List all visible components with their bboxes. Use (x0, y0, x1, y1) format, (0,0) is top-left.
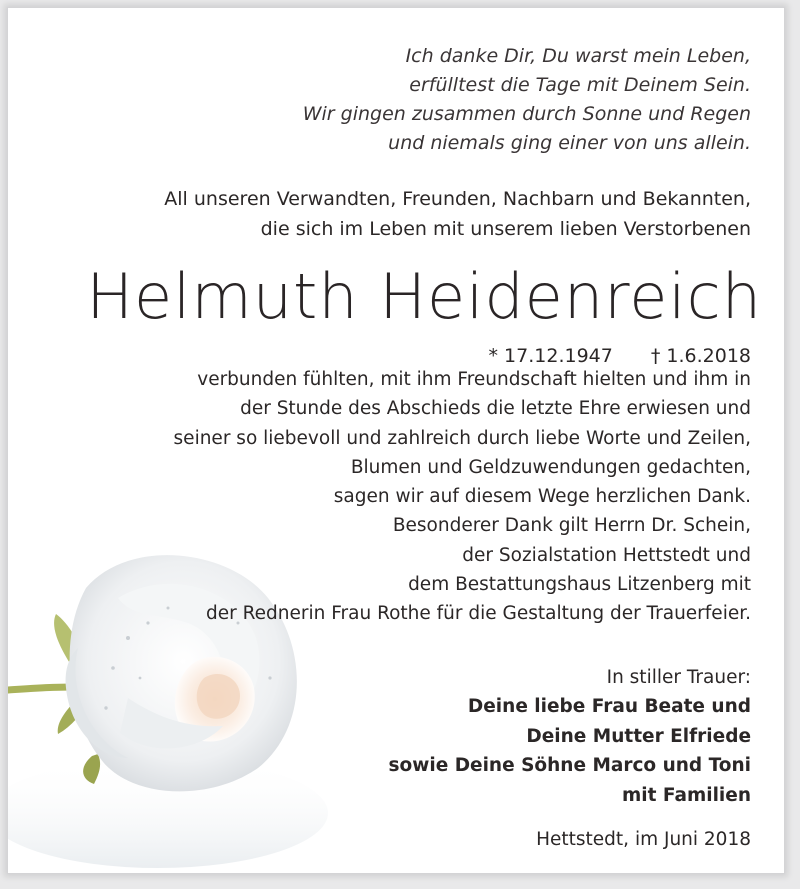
body-line: dem Bestattungshaus Litzenberg mit (408, 574, 751, 596)
place-date: Hettstedt, im Juni 2018 (536, 829, 751, 850)
mourner-line: sowie Deine Söhne Marco und Toni (388, 755, 751, 776)
poem (303, 42, 751, 158)
body-line: der Sozialstation Hettstedt und (462, 544, 751, 566)
deceased-name: Helmuth Heidenreich (86, 260, 762, 333)
mourners-heading: In stiller Trauer: (606, 667, 751, 688)
poem-line: Wir gingen zusammen durch Sonne und Regen (302, 103, 751, 125)
poem-line: erfülltest die Tage mit Deinem Sein. (409, 74, 751, 96)
intro-line: All unseren Verwandten, Freunden, Nachbarn und Bekannten, (164, 188, 751, 210)
intro-line: die sich im Leben mit unserem lieben Verstorbenen (260, 218, 751, 240)
body-line: seiner so liebevoll und zahlreich durch liebe Worte und Zeilen, (173, 427, 751, 449)
mourner-line: mit Familien (622, 784, 751, 806)
poem-line: und niemals ging einer von uns allein. (388, 132, 751, 154)
death-date: † 1.6.2018 (650, 345, 751, 367)
poem-line: Ich danke Dir, Du warst mein Leben, (405, 45, 751, 67)
obituary-card (8, 8, 784, 873)
body-line: der Stunde des Abschieds die letzte Ehre erwiesen und (240, 398, 751, 420)
intro-text (164, 184, 751, 244)
body-line: verbunden fühlten, mit ihm Freundschaft hielten und ihm in (197, 369, 751, 390)
body-line: sagen wir auf diesem Wege herzlichen Dank. (333, 486, 751, 508)
mourner-line: Deine Mutter Elfriede (526, 725, 751, 747)
birth-date: * 17.12.1947 (488, 345, 613, 367)
mourners-list (389, 692, 751, 810)
body-line: der Rednerin Frau Rothe für die Gestaltung der Trauerfeier. (206, 603, 751, 625)
body-line: Besonderer Dank gilt Herrn Dr. Schein, (392, 515, 751, 537)
thank-you-text (174, 365, 751, 629)
body-line: Blumen und Geldzuwendungen gedachten, (350, 456, 751, 478)
mourner-line: Deine liebe Frau Beate und (467, 696, 751, 717)
